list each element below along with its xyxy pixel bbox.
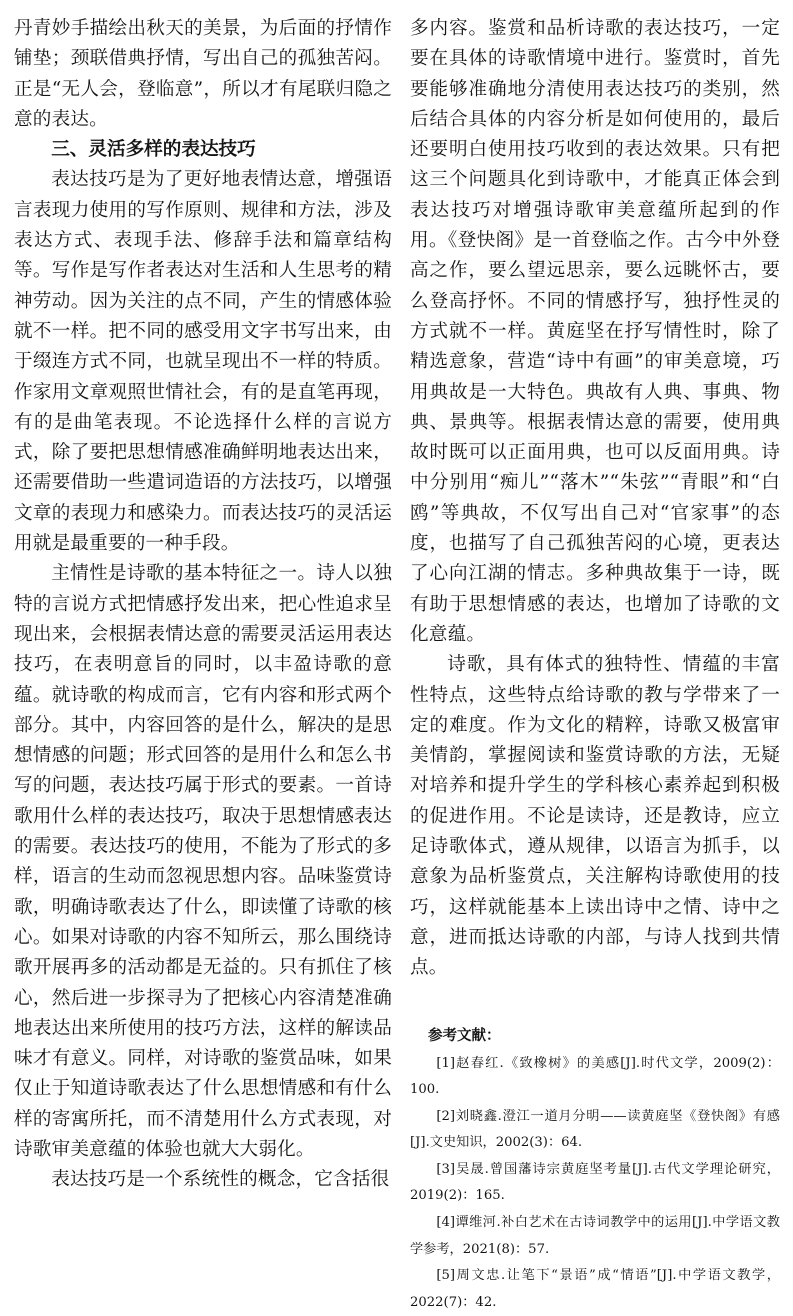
reference-item: [4]谭维河.补白艺术在古诗词教学中的运用[J].中学语文教学参考，2021(8)：57. xyxy=(410,1210,780,1263)
reference-item: [1]赵春红.《致橡树》的美感[J].时代文学，2009(2)：100. xyxy=(410,1051,780,1104)
paragraph-expression-techniques: 表达技巧是为了更好地表情达意，增强语言表现力使用的写作原则、规律和方法，涉及表达方式、表现手法、修辞手法和篇章结构等。写作是写作者表达对生活和人生思考的精神劳动。因为关注的点不同，产生的情感体验就不一样。把不同的感受用文字书写出来，由于缀连方式不同，也就呈现出不一样的特质。作家用文章观照世情社会，有的是直笔再现，有的是曲笔表现。不论选择什么样的言说方式，除了要把思想情感准确鲜明地表达出来，还需要借助一些遣词造语的方法技巧，以增强文章的表现力和感染力。而表达技巧的灵活运用就是最重要的一种手段。 xyxy=(14,165,392,559)
references-section xyxy=(410,1024,780,1316)
paragraph-system-concept-cont: 多内容。鉴赏和品析诗歌的表达技巧，一定要在具体的诗歌情境中进行。鉴赏时，首先要能够准确地分清使用表达技巧的类别，然后结合具体的内容分析是如何使用的，最后还要明白使用技巧收到的表达效果。只有把这三个问题具化到诗歌中，才能真正体会到表达技巧对增强诗歌审美意蕴所起到的作用。《登快阁》是一首登临之作。古今中外登高之作，要么望远思亲，要么远眺怀古，要么登高抒怀。不同的情感抒写，独抒性灵的方式就不一样。黄庭坚在抒写情性时，除了精选意象，营造“诗中有画”的审美意境，巧用典故是一大特色。典故有人典、事典、物典、景典等。根据表情达意的需要，使用典故时既可以正面用典，也可以反面用典。诗中分别用“痴儿”“落木”“朱弦”“青眼”和“白鸥”等典故，不仅写出自己对“官家事”的态度，也描写了自己孤独苦闷的心境，更表达了心向江湖的情志。多种典故集于一诗，既有助于思想情感的表达，也增加了诗歌的文化意蕴。 xyxy=(410,14,780,650)
section-heading: 三、灵活多样的表达技巧 xyxy=(14,135,392,165)
paragraph-system-concept-start: 表达技巧是一个系统性的概念，它含括很 xyxy=(14,1165,392,1195)
reference-item: [3]吴晟.曾国藩诗宗黄庭坚考量[J].古代文学理论研究，2019(2)：165. xyxy=(410,1157,780,1210)
reference-item: [5]周文忠.让笔下“景语”成“情语”[J].中学语文教学，2022(7)：42. xyxy=(410,1263,780,1316)
paragraph-continuation: 丹青妙手描绘出秋天的美景，为后面的抒情作铺垫；颈联借典抒情，写出自己的孤独苦闷。正是“无人会，登临意”，所以才有尾联归隐之意的表达。 xyxy=(14,14,392,135)
paragraph-lyricism: 主情性是诗歌的基本特征之一。诗人以独特的言说方式把情感抒发出来，把心性追求呈现出来，会根据表情达意的需要灵活运用表达技巧，在表明意旨的同时，以丰盈诗歌的意蕴。就诗歌的构成而言，它有内容和形式两个部分。其中，内容回答的是什么，解决的是思想情感的问题；形式回答的是用什么和怎么书写的问题，表达技巧属于形式的要素。一首诗歌用什么样的表达技巧，取决于思想情感表达的需要。表达技巧的使用，不能为了形式的多样，语言的生动而忽视思想内容。品味鉴赏诗歌，明确诗歌表达了什么，即读懂了诗歌的核心。如果对诗歌的内容不知所云，那么围绕诗歌开展再多的活动都是无益的。只有抓住了核心，然后进一步探寻为了把核心内容清楚准确地表达出来所使用的技巧方法，这样的解读品味才有意义。同样，对诗歌的鉴赏品味，如果仅止于知道诗歌表达了什么思想情感和有什么样的寄寓所托，而不清楚用什么方式表现，对诗歌审美意蕴的体验也就大大弱化。 xyxy=(14,559,392,1165)
references-title: 参考文献： xyxy=(428,1024,780,1045)
right-column xyxy=(410,14,780,1316)
reference-item: [2]刘晓鑫.澄江一道月分明——读黄庭坚《登快阁》有感[J].文史知识，2002(3)：64. xyxy=(410,1104,780,1157)
left-column xyxy=(14,14,392,1196)
paragraph-conclusion: 诗歌，具有体式的独特性、情蕴的丰富性特点，这些特点给诗歌的教与学带来了一定的难度。作为文化的精粹，诗歌又极富审美情韵，掌握阅读和鉴赏诗歌的方法，无疑对培养和提升学生的学科核心素养起到积极的促进作用。不论是读诗，还是教诗，应立足诗歌体式，遵从规律，以语言为抓手，以意象为品析鉴赏点，关注解构诗歌使用的技巧，这样就能基本上读出诗中之情、诗中之意，进而抵达诗歌的内部，与诗人找到共情点。 xyxy=(410,650,780,983)
